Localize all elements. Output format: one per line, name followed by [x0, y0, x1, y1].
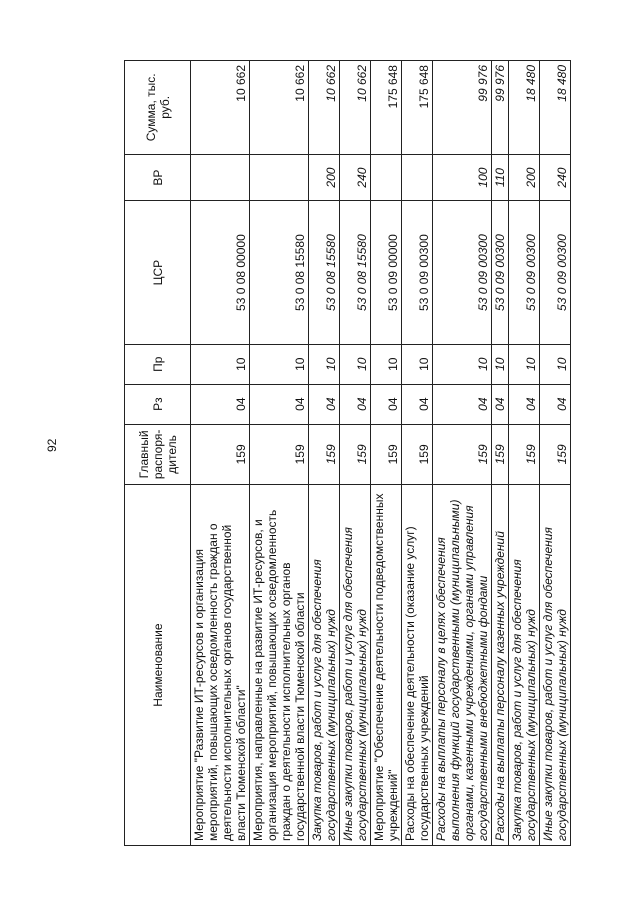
row-csr-cell: 53 0 09 00300 — [540, 201, 571, 344]
row-main-manager-cell: 159 — [509, 424, 540, 485]
row-rz-cell: 04 — [309, 384, 340, 424]
row-pr-cell: 10 — [250, 344, 309, 384]
row-vr-cell: 110 — [492, 154, 509, 201]
header-rz: Рз — [125, 384, 191, 424]
row-rz-cell: 04 — [492, 384, 509, 424]
row-rz-cell: 04 — [540, 384, 571, 424]
row-csr-cell: 53 0 08 15580 — [250, 201, 309, 344]
row-main-manager-cell: 159 — [371, 424, 402, 485]
table-row — [340, 61, 371, 846]
row-name-cell: Закупка товаров, работ и услуг для обеспечения государственных (муниципальных) нужд — [309, 485, 340, 846]
table-row — [509, 61, 540, 846]
row-sum-cell: 99 976 — [492, 61, 509, 155]
table-row — [540, 61, 571, 846]
row-vr-cell: 240 — [340, 154, 371, 201]
header-sum: Сумма, тыс. руб. — [125, 61, 191, 155]
row-main-manager-cell: 159 — [250, 424, 309, 485]
row-vr-cell: 100 — [433, 154, 492, 201]
row-name-cell: Закупка товаров, работ и услуг для обеспечения государственных (муниципальных) нужд — [509, 485, 540, 846]
row-main-manager-cell: 159 — [492, 424, 509, 485]
row-name-cell: Мероприятия, направленные на развитие ИТ-ресурсов, и организация мероприятий, повышающих осведомленность граждан о деятельности исполнительных органов государственной власти Тюменской области — [250, 485, 309, 846]
row-main-manager-cell: 159 — [402, 424, 433, 485]
row-pr-cell: 10 — [540, 344, 571, 384]
row-sum-cell: 99 976 — [433, 61, 492, 155]
header-vr: ВР — [125, 154, 191, 201]
table-row — [402, 61, 433, 846]
page-number: 92 — [45, 438, 59, 452]
header-main-manager: Главный распоря-дитель — [125, 424, 191, 485]
header-pr: Пр — [125, 344, 191, 384]
table-row — [191, 61, 250, 846]
row-vr-cell — [191, 154, 250, 201]
table-row — [371, 61, 402, 846]
row-vr-cell: 200 — [309, 154, 340, 201]
row-main-manager-cell: 159 — [433, 424, 492, 485]
table-row — [492, 61, 509, 846]
row-name-cell: Мероприятие "Развитие ИТ-ресурсов и организация мероприятий, повышающих осведомленность граждан о деятельности исполнительных органов государственной власти Тюменской области" — [191, 485, 250, 846]
row-sum-cell: 10 662 — [309, 61, 340, 155]
row-name-cell: Расходы на выплаты персоналу казенных учреждений — [492, 485, 509, 846]
row-main-manager-cell: 159 — [540, 424, 571, 485]
row-name-cell: Расходы на обеспечение деятельности (оказание услуг) государственных учреждений — [402, 485, 433, 846]
row-pr-cell: 10 — [509, 344, 540, 384]
row-vr-cell: 200 — [509, 154, 540, 201]
row-rz-cell: 04 — [433, 384, 492, 424]
header-row — [125, 61, 191, 846]
row-sum-cell: 10 662 — [340, 61, 371, 155]
row-main-manager-cell: 159 — [309, 424, 340, 485]
row-csr-cell: 53 0 09 00300 — [433, 201, 492, 344]
row-name-cell: Иные закупки товаров, работ и услуг для обеспечения государственных (муниципальных) нужд — [340, 485, 371, 846]
row-rz-cell: 04 — [509, 384, 540, 424]
row-csr-cell: 53 0 08 00000 — [191, 201, 250, 344]
row-pr-cell: 10 — [340, 344, 371, 384]
row-sum-cell: 175 648 — [402, 61, 433, 155]
row-rz-cell: 04 — [371, 384, 402, 424]
row-csr-cell: 53 0 08 15580 — [309, 201, 340, 344]
table-row — [309, 61, 340, 846]
row-rz-cell: 04 — [340, 384, 371, 424]
row-vr-cell: 240 — [540, 154, 571, 201]
header-name: Наименование — [125, 485, 191, 846]
row-csr-cell: 53 0 09 00300 — [402, 201, 433, 344]
row-pr-cell: 10 — [433, 344, 492, 384]
row-main-manager-cell: 159 — [340, 424, 371, 485]
row-rz-cell: 04 — [402, 384, 433, 424]
row-pr-cell: 10 — [309, 344, 340, 384]
row-sum-cell: 10 662 — [250, 61, 309, 155]
budget-table — [124, 60, 571, 846]
row-name-cell: Иные закупки товаров, работ и услуг для обеспечения государственных (муниципальных) нужд — [540, 485, 571, 846]
row-rz-cell: 04 — [250, 384, 309, 424]
row-pr-cell: 10 — [371, 344, 402, 384]
row-pr-cell: 10 — [492, 344, 509, 384]
rotated-page-content — [124, 60, 569, 846]
row-csr-cell: 53 0 09 00000 — [371, 201, 402, 344]
row-vr-cell — [250, 154, 309, 201]
row-sum-cell: 18 480 — [540, 61, 571, 155]
row-csr-cell: 53 0 09 00300 — [492, 201, 509, 344]
row-csr-cell: 53 0 08 15580 — [340, 201, 371, 344]
row-name-cell: Расходы на выплаты персоналу в целях обеспечения выполнения функций государственными (муниципальными) органами, казенными учреждениями, органами управления государственными внебюджетными фондами — [433, 485, 492, 846]
row-rz-cell: 04 — [191, 384, 250, 424]
row-sum-cell: 10 662 — [191, 61, 250, 155]
row-pr-cell: 10 — [191, 344, 250, 384]
row-main-manager-cell: 159 — [191, 424, 250, 485]
row-csr-cell: 53 0 09 00300 — [509, 201, 540, 344]
row-pr-cell: 10 — [402, 344, 433, 384]
row-vr-cell — [402, 154, 433, 201]
row-sum-cell: 18 480 — [509, 61, 540, 155]
row-sum-cell: 175 648 — [371, 61, 402, 155]
row-vr-cell — [371, 154, 402, 201]
row-name-cell: Мероприятие "Обеспечение деятельности подведомственных учреждений" — [371, 485, 402, 846]
header-csr: ЦСР — [125, 201, 191, 344]
table-row — [250, 61, 309, 846]
table-row — [433, 61, 492, 846]
